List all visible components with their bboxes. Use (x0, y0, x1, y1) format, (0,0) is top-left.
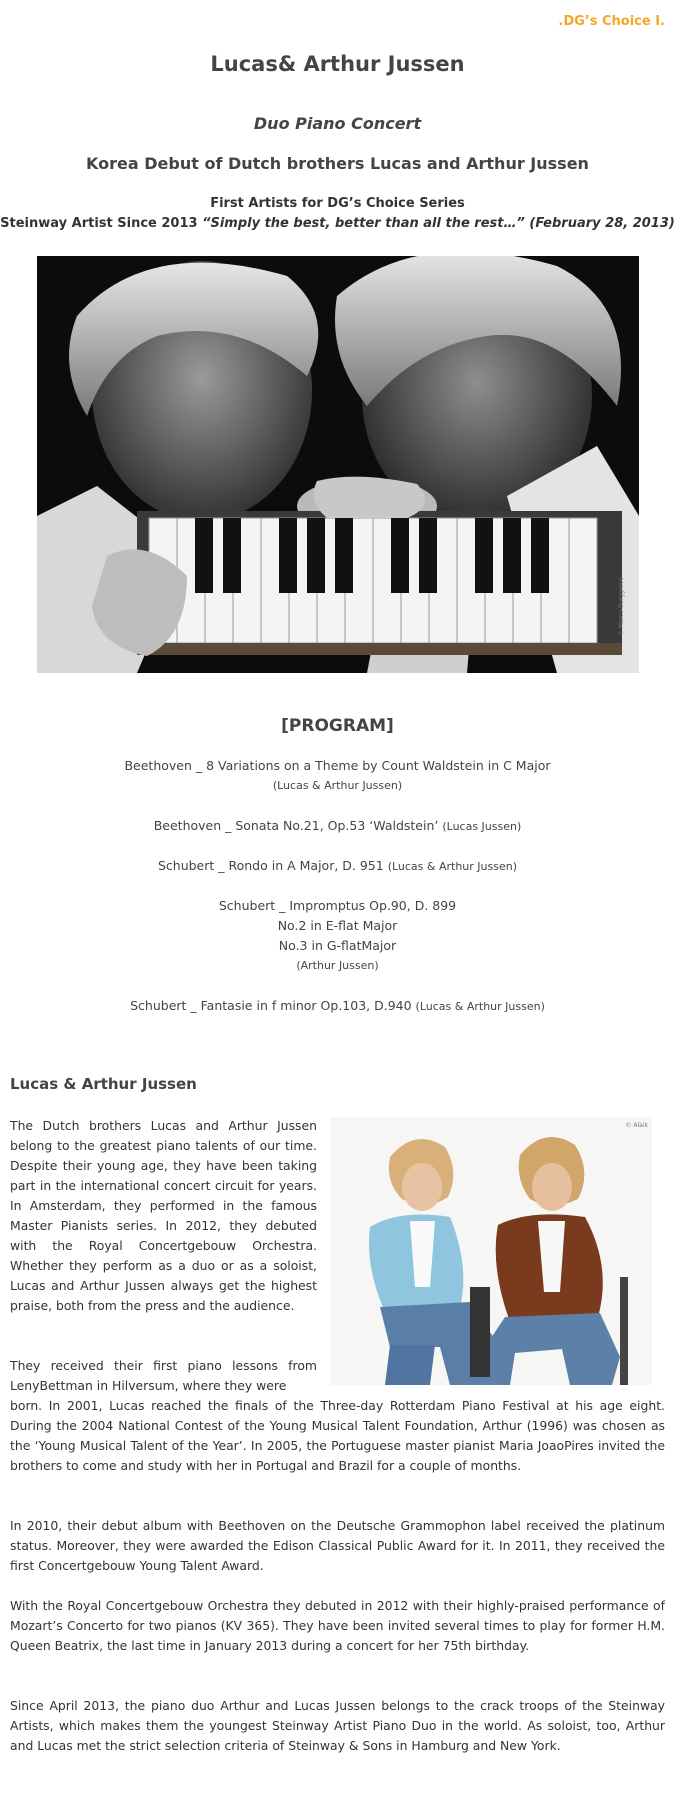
bio-photo-illustration (330, 1117, 652, 1385)
bio-paragraph: The Dutch brothers Lucas and Arthur Jussen belong to the greatest piano talents of our time. Despite their young age, they have been taking part in the international concert circuit for years. In Amsterdam, they performed in the famous Master Pianists series. In 2012, they debuted with the Royal Concertgebouw Orchestra. Whether they perform as a duo or as a soloist, Lucas and Arthur Jussen always get the highest praise, both from the press and the audience. (10, 1118, 317, 1313)
program-item-line: No.3 in G-flatMajor (278, 938, 397, 953)
program-item (0, 816, 675, 837)
bio-paragraph: born. In 2001, Lucas reached the finals of the Three-day Rotterdam Piano Festival at his age eight. During the 2004 National Contest of the Young Musical Talent Foundation, Arthur (1996) was chosen as the ‘Young Musical Talent of the Year’. In 2005, the Portuguese master pianist Maria JoaoPires invited the brothers to come and study with her in Portugal and Brazil for a couple of months. (10, 1398, 665, 1473)
bio-photo-credit: © Alaik (625, 1122, 648, 1129)
hero-photo-illustration (37, 256, 639, 673)
steinway-since: Steinway Artist Since 2013 (0, 216, 203, 231)
program-item-performer: (Lucas Jussen) (442, 820, 522, 833)
subtitle: Duo Piano Concert (253, 114, 422, 133)
program-item-line: No.2 in E-flat Major (277, 918, 398, 933)
series-tag: .DG’s Choice I. (558, 14, 665, 29)
program-title: [PROGRAM] (281, 716, 394, 736)
program-item-main: Beethoven _ 8 Variations on a Theme by Count Waldstein in C Major (124, 758, 551, 773)
steinway-quote: “Simply the best, better than all the rest…” (February 28, 2013) (202, 216, 675, 231)
steinway-line (0, 216, 675, 231)
hero-photo-credit: © Marco Borggreve (618, 576, 625, 636)
bio-title: Lucas & Arthur Jussen (10, 1075, 197, 1093)
bio-paragraph: With the Royal Concertgebouw Orchestra they debuted in 2012 with their highly-praised performance of Mozart’s Concerto for two pianos (KV 365). They have been invited several times to play for former H.M. Queen Beatrix, the last time in January 2013 during a concert for her 75th birthday. (10, 1598, 665, 1653)
program-item (0, 756, 675, 796)
program-item-performer: (Arthur Jussen) (296, 959, 379, 972)
page-title: Lucas& Arthur Jussen (210, 52, 465, 76)
program-item-main: Beethoven _ Sonata No.21, Op.53 ‘Waldstein’ (153, 818, 443, 833)
program-item-performer: (Lucas & Arthur Jussen) (415, 1000, 545, 1013)
program-item-performer: (Lucas & Arthur Jussen) (272, 779, 403, 792)
program-item-main: Schubert _ Impromptus Op.90, D. 899 (218, 898, 457, 913)
bio-paragraph: In 2010, their debut album with Beethoven on the Deutsche Grammophon label received the platinum status. Moreover, they were awarded the Edison Classical Public Award for it. In 2011, they received the first Concertgebouw Young Talent Award. (10, 1518, 665, 1573)
program-item-main: Schubert _ Fantasie in f minor Op.103, D.940 (130, 998, 416, 1013)
program-item (0, 996, 675, 1017)
bio-paragraph: Since April 2013, the piano duo Arthur and Lucas Jussen belongs to the crack troops of the Steinway Artists, which makes them the youngest Steinway Artist Piano Duo in the world. As soloist, too, Arthur and Lucas met the strict selection criteria of Steinway & Sons in Hamburg and New York. (10, 1698, 665, 1753)
bio-photo (330, 1117, 652, 1385)
program-item-performer: (Lucas & Arthur Jussen) (387, 860, 518, 873)
first-artists-line: First Artists for DG’s Choice Series (210, 196, 465, 211)
bio-paragraph: They received their first piano lessons from LenyBettman in Hilversum, where they were (10, 1358, 317, 1393)
program-item-main: Schubert _ Rondo in A Major, D. 951 (157, 858, 388, 873)
program-item (0, 896, 675, 976)
program-item (0, 856, 675, 877)
headline: Korea Debut of Dutch brothers Lucas and Arthur Jussen (86, 154, 589, 173)
hero-photo (37, 256, 639, 673)
